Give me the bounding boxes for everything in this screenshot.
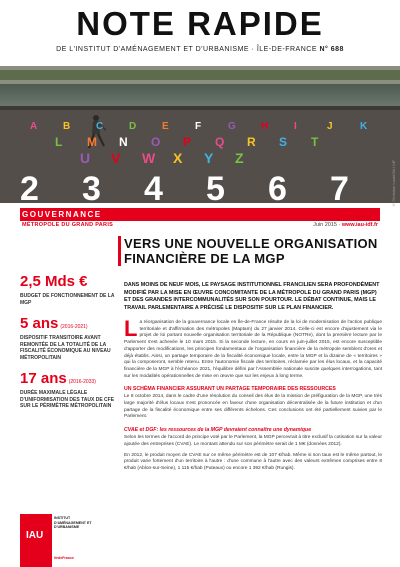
painted-number: 3 (82, 170, 101, 203)
drop-cap: L (124, 316, 138, 341)
painted-letter: N (119, 135, 128, 149)
logo-mark: IAU (26, 530, 44, 541)
article-paragraph: Selon les termes de l'accord de principe voté par le Parlement, la MGP percevrait à titre exclusif la cotisation sur la valeur ajoutée des entreprises (CVAE). Le montant attendu sur son périmètre serait de 1 M€ (données 2012). (124, 435, 382, 447)
publication-subtitle-text: DE L'INSTITUT D'AMÉNAGEMENT ET D'URBANISME · ÎLE-DE-FRANCE (56, 46, 317, 53)
painted-letter: X (173, 150, 183, 166)
article (124, 236, 382, 473)
painted-number: 6 (268, 170, 287, 203)
painted-letter: D (129, 121, 137, 132)
website-link[interactable]: www.iau-idf.fr (341, 222, 378, 228)
painted-letter: J (327, 121, 333, 132)
painted-letter: F (195, 121, 202, 132)
painted-letter: T (311, 135, 319, 149)
category-label: GOUVERNANCE (22, 210, 102, 219)
publication-date: Juin 2015 (313, 222, 337, 228)
key-figure-label: BUDGET DE FONCTIONNEMENT DE LA MGP (20, 293, 115, 306)
key-figure-value: 2,5 Mds € (20, 273, 88, 290)
painted-letter: Y (204, 150, 214, 166)
publication-subtitle (0, 46, 400, 53)
key-figure-value: 17 ans (2016-2033) (20, 370, 96, 387)
key-figure (20, 371, 116, 410)
painted-letter: M (87, 135, 97, 149)
painted-letter: U (80, 150, 91, 166)
painted-letter: V (111, 150, 121, 166)
key-figure (20, 274, 116, 306)
painted-letter: O (151, 135, 161, 149)
painted-letter: E (162, 121, 169, 132)
painted-letter: R (247, 135, 256, 149)
painted-letter: L (55, 135, 63, 149)
key-figure-value: 5 ans (2016-2021) (20, 315, 88, 332)
date-and-website (313, 222, 378, 228)
painted-letter: P (183, 135, 192, 149)
separator: · (338, 222, 342, 228)
article-headline: VERS UNE NOUVELLE ORGANISATION FINANCIÈRE DE LA MGP (124, 236, 378, 266)
painted-letter: B (63, 121, 71, 132)
painted-letter: G (228, 121, 236, 132)
painted-number: 4 (144, 170, 163, 203)
key-figures-column (20, 274, 116, 420)
painted-letter: A (30, 121, 38, 132)
painted-letter: Z (235, 150, 244, 166)
publication-title: NOTE RAPIDE (76, 5, 324, 42)
article-lead: DANS MOINS DE NEUF MOIS, LE PAYSAGE INSTITUTIONNEL FRANCILIEN SERA PROFONDÉMENT MODIFIÉ PAR LA MISE EN ŒUVRE CONCOMITANTE DE LA MÉTROPOLE DU GRAND PARIS (MGP) ET DES GRANDES INTERCOMMUNALITÉS SUR SON POURTOUR. LE DÉBAT CONTINUE, MAIS LE TRAVAIL PARLEMENTAIRE A PRÉCISÉ LE DISPOSITIF SUR LE PLAN FINANCIER. (124, 282, 380, 311)
article-paragraph: La réorganisation de la gouvernance locale en Île-de-France résulte de la loi de modernisation de l'action publique territoriale et d'affirmation des métropoles (Maptam) du 27 janvier 2014. Celle-ci est encore d'ajustement via le projet de loi portant nouvelle organisation territoriale de la République (NOTRe), dont la première lecture par le Parlement s'est achevée le 10 mars 2015. Si la seconde lecture, en cours en juin-juillet 2015, est encore susceptible d'apporter des modifications, les principes fondamentaux de l'organisation financière de la métropole semblent d'ores et déjà établis. Ainsi, un partage temporaire de la fiscalité économique locale, entre la MGP et la dizaine de « territoires » qui la composeront, semble retenu. Entre l'autonomie fiscale des territoires, réclamée par les élus locaux, et la capacité financière de la MGP à l'échéance 2021, l'équilibre défini par l'Assemblée nationale suscite quelques interrogations, tant sur les modalités opérationnelles de mise en œuvre que sur les enjeux à long terme. (124, 316, 382, 379)
category-strip (0, 204, 400, 232)
masthead (0, 0, 400, 68)
institution-name: INSTITUT D'AMÉNAGEMENT ET D'URBANISME (54, 516, 92, 530)
cover-photo (0, 66, 400, 203)
key-figure-label: DISPOSITIF TRANSITOIRE AVANT REMONTÉE DE LA TOTALITÉ DE LA FISCALITÉ ÉCONOMIQUE AU NIVEAU MÉTROPOLITAIN (20, 335, 111, 361)
section-heading: CVAE et DGF: les ressources de la MGP devraient connaître une dynamique (124, 427, 312, 434)
painted-number: 2 (20, 170, 39, 203)
headline-accent-bar (118, 236, 121, 266)
subcategory-label: MÉTROPOLE DU GRAND PARIS (22, 222, 114, 228)
painted-letter: W (142, 150, 156, 166)
iau-logo (20, 514, 52, 567)
photo-credit: © Christian Lauté/IAU îdF (391, 160, 396, 208)
key-figure-label: DURÉE MAXIMALE LÉGALE D'UNIFORMISATION DES TAUX DE CFE SUR LE PÉRIMÈTRE MÉTROPOLITAIN (20, 390, 115, 409)
painted-number: 7 (330, 170, 349, 203)
painted-number: 5 (206, 170, 225, 203)
issue-number: N° 688 (319, 46, 344, 53)
painted-letter: C (96, 121, 104, 132)
riverside-photo-illustration (0, 66, 400, 203)
painted-letter: K (360, 121, 368, 132)
painted-letter: H (261, 121, 269, 132)
article-paragraph: En 2012, le produit moyen de CVAE sur ce même périmètre est de 107 €/hab. Même si son taux est le même partout, le produit varie fortement d'un territoire à l'autre : d'une commune à l'autre avec des valeurs extrêmes comprises entre 8 €/hab (Ablon-sur-Seine), 1 115 €/hab (Puteaux) ou encore 1 392 €/hab (Rungis). (124, 452, 382, 471)
painted-letter: Q (215, 135, 225, 149)
section-heading: UN SCHÉMA FINANCIER ASSURANT UN PARTAGE TEMPORAIRE DES RESSOURCES (124, 386, 336, 393)
region-name: îledeFrance (54, 556, 74, 560)
article-paragraph: Le 8 octobre 2014, dans le cadre d'une résolution du conseil des élus de la mission de préfiguration de la MGP, une très large majorité d'élus locaux s'est prononcée en faveur d'une organisation décentralisée de la future institution et d'un partage de la fiscalité économique entre ses différents échelons. Ces conclusions ont été partiellement suivies par le Parlement. (124, 394, 382, 420)
painted-letter: I (294, 121, 297, 132)
key-figure (20, 316, 116, 361)
painted-letter: S (279, 135, 288, 149)
